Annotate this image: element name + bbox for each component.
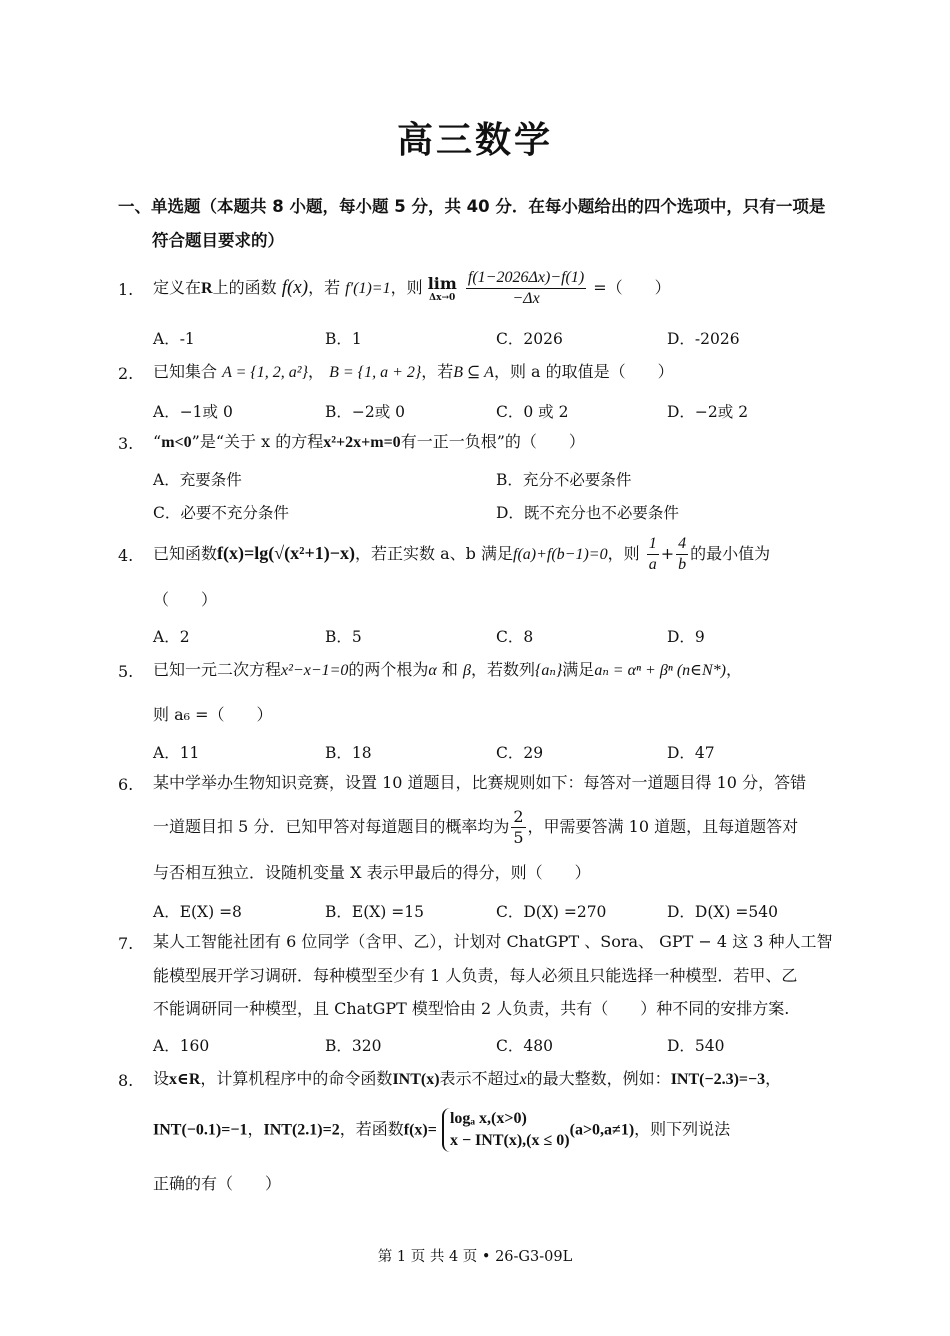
piecewise-function: logₐ x,(x>0) x − INT(x),(x ≤ 0) xyxy=(442,1108,570,1152)
question-8-line2: INT(−0.1)=−1，INT(2.1)=2，若函数f(x)= logₐ x,(x>0) x − INT(x),(x ≤ 0) (a>0,a≠1)，则下列说法 xyxy=(153,1108,843,1152)
q1-option-b[interactable]: B．1 xyxy=(325,330,362,348)
section-heading-line2: 符合题目要求的） xyxy=(152,231,284,250)
q7-option-b[interactable]: B．320 xyxy=(325,1037,382,1055)
page-title: 高三数学 xyxy=(396,120,553,161)
q4-option-b[interactable]: B．5 xyxy=(325,628,362,646)
question-1-number: 1. xyxy=(118,280,134,299)
question-5-number: 5. xyxy=(118,662,134,681)
question-6-line3: 与否相互独立．设随机变量 X 表示甲最后的得分，则（ ） xyxy=(153,863,591,882)
question-8-line1: 设x∈R，计算机程序中的命令函数INT(x)表示不超过x的最大整数，例如：INT(−2.3)=−3， xyxy=(153,1069,782,1088)
q1-option-c[interactable]: C．2026 xyxy=(496,330,563,348)
question-7-line2: 能模型展开学习调研．每种模型至少有 1 人负责，每人必须且只能选择一种模型．若甲、乙 xyxy=(153,966,798,985)
question-1-text: 定义在R上的函数 f(x)，若 f′(1)=1，则 lim Δx→0 $\frac{f(1-2026\Delta x)-f(1)}{-\Delta x}$ =（ ） xyxy=(153,269,671,307)
question-6-line1: 某中学举办生物知识竞赛，设置 10 道题目，比赛规则如下：每答对一道题目得 10 分，答错 xyxy=(153,773,807,792)
q6-option-b[interactable]: B．E(X) =15 xyxy=(325,903,424,921)
q6-option-c[interactable]: C．D(X) =270 xyxy=(496,903,607,921)
q6-option-a[interactable]: A．E(X) =8 xyxy=(153,903,242,921)
q7-option-d[interactable]: D．540 xyxy=(667,1037,725,1055)
fraction-4-over-b: $\frac{4}{b}$ xyxy=(678,535,687,573)
q3-option-d[interactable]: D．既不充分也不必要条件 xyxy=(496,504,679,522)
q3-option-b[interactable]: B．充分不必要条件 xyxy=(496,471,632,489)
fraction-2-over-5: $\frac{2}{5}$ xyxy=(513,807,524,847)
q7-option-a[interactable]: A．160 xyxy=(153,1037,210,1055)
question-2-number: 2. xyxy=(118,364,134,383)
q4-option-c[interactable]: C．8 xyxy=(496,628,534,646)
q4-option-a[interactable]: A．2 xyxy=(153,628,190,646)
q5-option-b[interactable]: B．18 xyxy=(325,744,372,762)
q5-option-a[interactable]: A．11 xyxy=(153,744,200,762)
q5-option-c[interactable]: C．29 xyxy=(496,744,544,762)
q4-option-d[interactable]: D．9 xyxy=(667,628,705,646)
question-3-text: “m<0”是“关于 x 的方程x²+2x+m=0有一正一负根”的（ ） xyxy=(153,432,585,451)
q1-option-d[interactable]: D．-2026 xyxy=(667,330,740,348)
question-5-text: 已知一元二次方程x²−x−1=0的两个根为α 和 β，若数列{aₙ}满足aₙ = αⁿ + βⁿ (n∈N*)， xyxy=(153,660,743,679)
q6-option-d[interactable]: D．D(X) =540 xyxy=(667,903,778,921)
q2-option-a[interactable]: A．−1或 0 xyxy=(153,403,233,421)
question-7-line3: 不能调研同一种模型，且 ChatGPT 模型恰由 2 人负责，共有（ ）种不同的安排方案. xyxy=(153,999,790,1018)
limit-fraction: $\frac{f(1-2026\Delta x)-f(1)}{-\Delta x}$ xyxy=(467,269,585,307)
section-heading xyxy=(118,190,848,258)
section-heading-line1: 一、单选题（本题共 8 小题，每小题 5 分，共 40 分．在每小题给出的四个选项中，只有一项是 xyxy=(118,197,826,216)
question-3-number: 3. xyxy=(118,434,134,453)
question-4-number: 4. xyxy=(118,546,134,565)
question-8-line3: 正确的有（ ） xyxy=(153,1174,282,1193)
limit-operator: lim Δx→0 xyxy=(427,274,457,303)
question-4-answer-paren: （ ） xyxy=(153,590,218,609)
q2-option-b[interactable]: B．−2或 0 xyxy=(325,403,406,421)
q2-option-d[interactable]: D．−2或 2 xyxy=(667,403,749,421)
q7-option-c[interactable]: C．480 xyxy=(496,1037,553,1055)
question-2-text: 已知集合 A = {1, 2, a²}， B = {1, a + 2}，若B ⊆ A，则 a 的取值是（ ） xyxy=(153,362,674,381)
q3-option-c[interactable]: C．必要不充分条件 xyxy=(153,504,289,522)
question-6-line2: 一道题目扣 5 分．已知甲答对每道题目的概率均为 $\frac{2}{5}$ ，甲需要答满 10 道题，且每道题答对 xyxy=(153,807,799,847)
q3-option-a[interactable]: A．充要条件 xyxy=(153,471,242,489)
question-4-text: 已知函数f(x)=lg(√(x²+1)−x)，若正实数 a、b 满足f(a)+f(b−1)=0，则 $\frac{1}{a}$ + $\frac{4}{b}$ 的最小值为 xyxy=(153,535,771,573)
question-7-line1: 某人工智能社团有 6 位同学（含甲、乙），计划对 ChatGPT 、Sora、 GPT − 4 这 3 种人工智 xyxy=(153,932,833,951)
q2-option-c[interactable]: C．0 或 2 xyxy=(496,403,569,421)
fraction-1-over-a: $\frac{1}{a}$ xyxy=(648,535,657,573)
q1-option-a[interactable]: A．-1 xyxy=(153,330,195,348)
question-6-number: 6. xyxy=(118,775,134,794)
question-5-line2: 则 a₆ =（ ） xyxy=(153,705,273,724)
page-footer: 第 1 页 共 4 页 • 26-G3-09L xyxy=(377,1249,573,1265)
q5-option-d[interactable]: D．47 xyxy=(667,744,715,762)
question-8-number: 8. xyxy=(118,1071,134,1090)
question-7-number: 7. xyxy=(118,934,134,953)
